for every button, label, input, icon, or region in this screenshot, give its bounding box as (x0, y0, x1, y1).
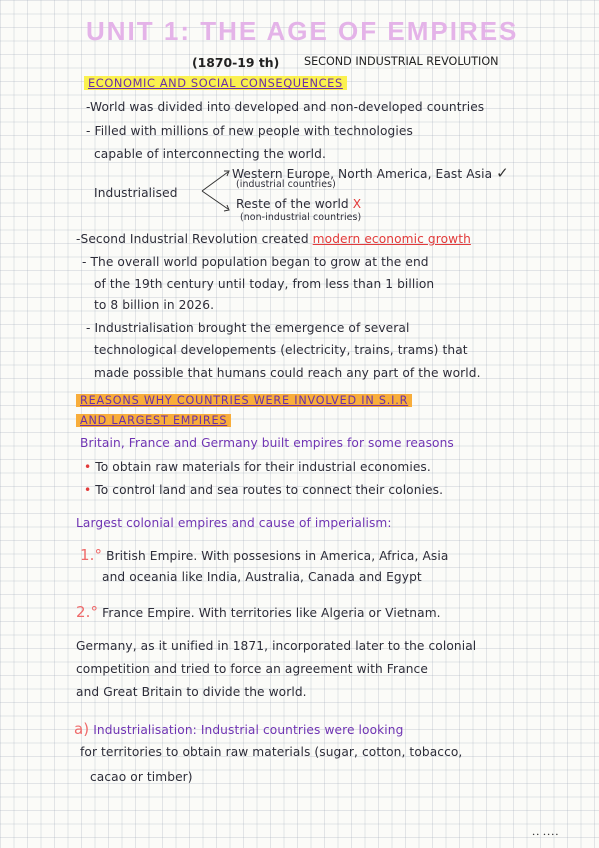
section-heading-text: REASONS WHY COUNTRIES WERE INVOLVED IN S.I.R (76, 394, 412, 407)
british-empire-line (80, 546, 448, 564)
dates-label: (1870-19 th) (192, 55, 280, 70)
branch-undeveloped-text: Reste of the world (236, 197, 349, 211)
note-line (76, 232, 471, 246)
note-line: - Filled with millions of new people with technologies (86, 124, 413, 138)
bullet-dot-icon: • (84, 460, 96, 474)
note-text: British Empire. With possesions in America, Africa, Asia (106, 549, 449, 563)
list-number: 2.° (76, 603, 99, 621)
section-heading-text: ECONOMIC AND SOCIAL CONSEQUENCES (84, 76, 347, 90)
note-line: of the 19th century until today, from less than 1 billion (94, 277, 435, 291)
note-line: cacao or timber) (90, 770, 193, 784)
footer-mark: ∙∙ ∙∙∙∙ (532, 832, 560, 838)
bullet-item (84, 483, 443, 497)
industrialised-label: Industrialised (94, 186, 178, 200)
intro-line: Britain, France and Germany built empires for some reasons (80, 436, 454, 450)
note-line: - Industrialisation brought the emergence of several (86, 321, 410, 335)
note-line: -World was divided into developed and non-developed countries (86, 100, 485, 114)
section-heading-text: AND LARGEST EMPIRES (76, 414, 231, 427)
france-empire-line (76, 603, 441, 621)
note-text: France Empire. With territories like Algeria or Vietnam. (102, 606, 441, 620)
page-title: UNIT 1: THE AGE OF EMPIRES (86, 16, 519, 46)
note-line: competition and tried to force an agreement with France (76, 662, 428, 676)
largest-empires-line: Largest colonial empires and cause of imperialism: (76, 516, 392, 530)
note-line: and Great Britain to divide the world. (76, 685, 307, 699)
note-line: made possible that humans could reach any part of the world. (94, 366, 481, 380)
subtitle: SECOND INDUSTRIAL REVOLUTION (304, 55, 499, 68)
check-icon: ✓ (496, 164, 509, 182)
section-heading-reasons-2 (76, 413, 231, 427)
branch-developed-note: (industrial countries) (236, 179, 336, 190)
note-line: - The overall world population began to grow at the end (82, 255, 429, 269)
branch-undeveloped (236, 197, 361, 211)
note-line: capable of interconnecting the world. (94, 147, 326, 161)
section-heading-consequences (84, 76, 347, 90)
branch-developed-text: Western Europe, North America, East Asia (232, 167, 493, 181)
bullet-text: To obtain raw materials for their industrial economies. (95, 460, 431, 474)
note-text: Industrialisation: Industrial countries were looking (93, 723, 404, 737)
bullet-dot-icon: • (84, 483, 96, 497)
cross-icon: X (352, 197, 362, 211)
highlight-text: modern economic growth (312, 232, 471, 246)
section-heading-reasons (76, 393, 412, 407)
note-line: to 8 billion in 2026. (94, 298, 215, 312)
branch-arrows-icon (200, 165, 236, 217)
note-text: -Second Industrial Revolution created (76, 232, 313, 246)
note-line: Germany, as it unified in 1871, incorporated later to the colonial (76, 639, 477, 653)
note-line: and oceania like India, Australia, Canada and Egypt (102, 570, 422, 584)
list-letter: a) (74, 720, 90, 738)
note-line: technological developements (electricity, trains, trams) that (94, 343, 468, 357)
cause-line (74, 720, 403, 738)
bullet-text: To control land and sea routes to connect their colonies. (95, 483, 444, 497)
branch-undeveloped-note: (non-industrial countries) (240, 212, 362, 223)
bullet-item (84, 460, 431, 474)
list-number: 1.° (80, 546, 103, 564)
note-line: for territories to obtain raw materials (sugar, cotton, tobacco, (80, 745, 463, 759)
